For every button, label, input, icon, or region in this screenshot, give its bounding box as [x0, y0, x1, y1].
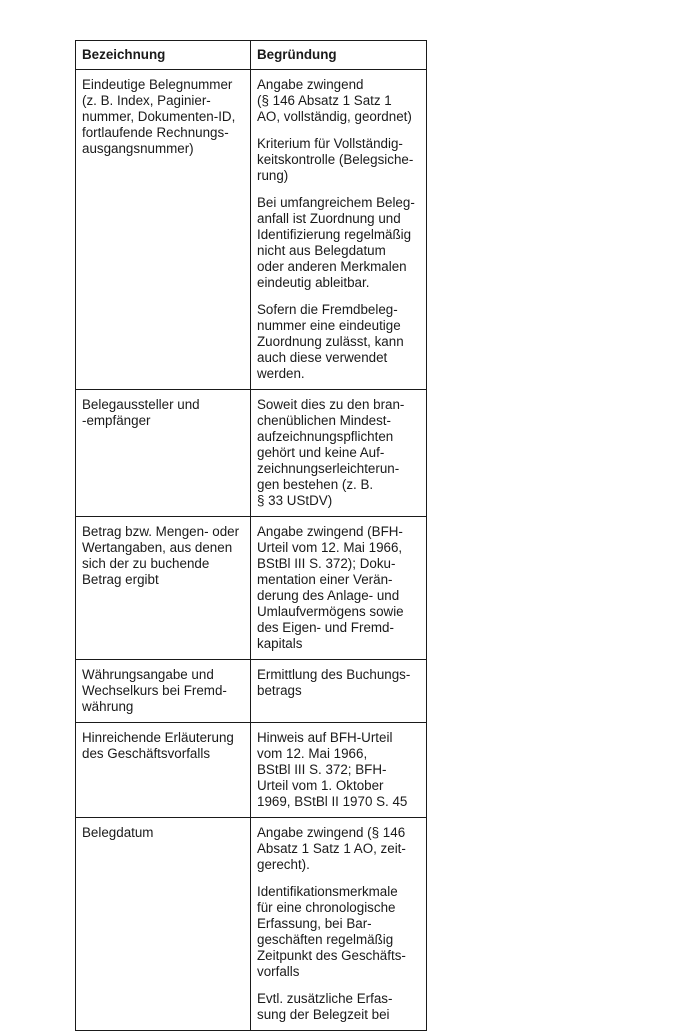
begruendung-line: (§ 146 Absatz 1 Satz 1 — [257, 93, 392, 108]
begruendung-paragraph — [257, 77, 420, 125]
begruendung-line: Bei umfangreichem Beleg- — [257, 195, 415, 210]
bezeichnung-line: Eindeutige Belegnummer — [82, 77, 233, 92]
bezeichnung-line: Betrag ergibt — [82, 572, 159, 587]
table-row — [76, 517, 427, 660]
bezeichnung-line: Belegdatum — [82, 825, 154, 840]
cell-begruendung — [251, 390, 427, 517]
begruendung-line: mentation einer Verän- — [257, 572, 393, 587]
begruendung-line: geschäften regelmäßig — [257, 932, 394, 947]
begruendung-line: gen bestehen (z. B. — [257, 477, 374, 492]
begruendung-line: Zeitpunkt des Geschäfts- — [257, 948, 406, 963]
cell-bezeichnung — [76, 390, 251, 517]
begruendung-line: vorfalls — [257, 964, 300, 979]
begruendung-paragraph — [257, 825, 420, 873]
begruendung-line: BStBl III S. 372); Doku- — [257, 556, 396, 571]
bezeichnung-line: (z. B. Index, Paginier- — [82, 93, 211, 108]
cell-bezeichnung — [76, 70, 251, 390]
begruendung-line: Kriterium für Vollständig- — [257, 136, 403, 151]
begruendung-line: Erfassung, bei Bar- — [257, 916, 372, 931]
bezeichnung-line: Wertangaben, aus denen — [82, 540, 233, 555]
cell-begruendung — [251, 723, 427, 818]
begruendung-paragraph — [257, 397, 420, 509]
begruendung-line: gerecht). — [257, 857, 310, 872]
begruendung-line: Ermittlung des Buchungs- — [257, 667, 411, 682]
bezeichnung-line: sich der zu buchende — [82, 556, 210, 571]
bezeichnung-line: Währungsangabe und — [82, 667, 214, 682]
cell-bezeichnung — [76, 818, 251, 1031]
bezeichnung-line: nummer, Dokumenten-ID, — [82, 109, 236, 124]
begruendung-line: vom 12. Mai 1966, — [257, 746, 368, 761]
begruendung-line: Angabe zwingend (§ 146 — [257, 825, 406, 840]
table-row — [76, 660, 427, 723]
begruendung-line: rung) — [257, 168, 289, 183]
cell-bezeichnung — [76, 723, 251, 818]
cell-bezeichnung — [76, 517, 251, 660]
begruendung-line: kapitals — [257, 636, 303, 651]
table-row — [76, 818, 427, 1031]
begruendung-line: oder anderen Merkmalen — [257, 259, 407, 274]
cell-bezeichnung — [76, 660, 251, 723]
begruendung-line: Angabe zwingend — [257, 77, 364, 92]
begruendung-line: Urteil vom 1. Oktober — [257, 778, 384, 793]
begruendung-paragraph — [257, 302, 420, 382]
begruendung-line: nummer eine eindeutige — [257, 318, 401, 333]
begruendung-line: keitskontrolle (Belegsiche- — [257, 152, 414, 167]
bezeichnung-line: des Geschäftsvorfalls — [82, 746, 211, 761]
begruendung-paragraph — [257, 991, 420, 1023]
begruendung-line: Identifikationsmerkmale — [257, 884, 398, 899]
table-row — [76, 70, 427, 390]
bezeichnung-line: Wechselkurs bei Fremd- — [82, 683, 227, 698]
cell-begruendung — [251, 660, 427, 723]
begruendung-line: für eine chronologische — [257, 900, 396, 915]
begruendung-line: des Eigen- und Fremd- — [257, 620, 394, 635]
cell-begruendung — [251, 70, 427, 390]
table-header-row — [76, 41, 427, 70]
begruendung-line: Sofern die Fremdbeleg- — [257, 302, 398, 317]
header-begruendung: Begründung — [251, 41, 427, 70]
begruendung-paragraph — [257, 136, 420, 184]
begruendung-line: zeichnungserleichterun- — [257, 461, 400, 476]
bezeichnung-line: ausgangsnummer) — [82, 141, 194, 156]
begruendung-line: nicht aus Belegdatum — [257, 243, 386, 258]
bezeichnung-line: Hinreichende Erläuterung — [82, 730, 234, 745]
begruendung-paragraph — [257, 195, 420, 291]
bezeichnung-line: fortlaufende Rechnungs- — [82, 125, 229, 140]
begruendung-line: BStBl III S. 372; BFH- — [257, 762, 387, 777]
begruendung-line: AO, vollständig, geordnet) — [257, 109, 412, 124]
begruendung-line: chenüblichen Mindest- — [257, 413, 391, 428]
begruendung-paragraph — [257, 730, 420, 810]
header-bezeichnung: Bezeichnung — [76, 41, 251, 70]
begruendung-line: sung der Belegzeit bei — [257, 1007, 390, 1022]
begruendung-line: Umlaufvermögens sowie — [257, 604, 404, 619]
bezeichnung-line: währung — [82, 699, 134, 714]
begruendung-line: Absatz 1 Satz 1 AO, zeit- — [257, 841, 406, 856]
cell-begruendung — [251, 818, 427, 1031]
begruendung-line: derung des Anlage- und — [257, 588, 400, 603]
begruendung-line: werden. — [257, 366, 305, 381]
begruendung-line: auch diese verwendet — [257, 350, 388, 365]
begruendung-line: Identifizierung regelmäßig — [257, 227, 412, 242]
bezeichnung-line: Belegaussteller und — [82, 397, 200, 412]
begruendung-line: Urteil vom 12. Mai 1966, — [257, 540, 403, 555]
begruendung-line: § 33 UStDV) — [257, 493, 333, 508]
begruendung-line: anfall ist Zuordnung und — [257, 211, 401, 226]
begruendung-line: aufzeichnungspflichten — [257, 429, 394, 444]
begruendung-line: betrags — [257, 683, 302, 698]
begruendung-line: Hinweis auf BFH-Urteil — [257, 730, 393, 745]
begruendung-line: Soweit dies zu den bran- — [257, 397, 405, 412]
begruendung-paragraph — [257, 524, 420, 652]
table-body — [76, 70, 427, 1031]
bezeichnung-line: Betrag bzw. Mengen- oder — [82, 524, 240, 539]
bezeichnung-line: -empfänger — [82, 413, 151, 428]
begruendung-paragraph — [257, 667, 420, 699]
table-row — [76, 723, 427, 818]
begruendung-line: eindeutig ableitbar. — [257, 275, 370, 290]
begruendung-line: Evtl. zusätzliche Erfas- — [257, 991, 393, 1006]
beleg-requirements-table — [75, 40, 427, 1031]
cell-begruendung — [251, 517, 427, 660]
begruendung-line: Zuordnung zulässt, kann — [257, 334, 404, 349]
begruendung-line: Angabe zwingend (BFH- — [257, 524, 403, 539]
begruendung-line: gehört und keine Auf- — [257, 445, 385, 460]
begruendung-line: 1969, BStBl II 1970 S. 45 — [257, 794, 408, 809]
table-row — [76, 390, 427, 517]
begruendung-paragraph — [257, 884, 420, 980]
